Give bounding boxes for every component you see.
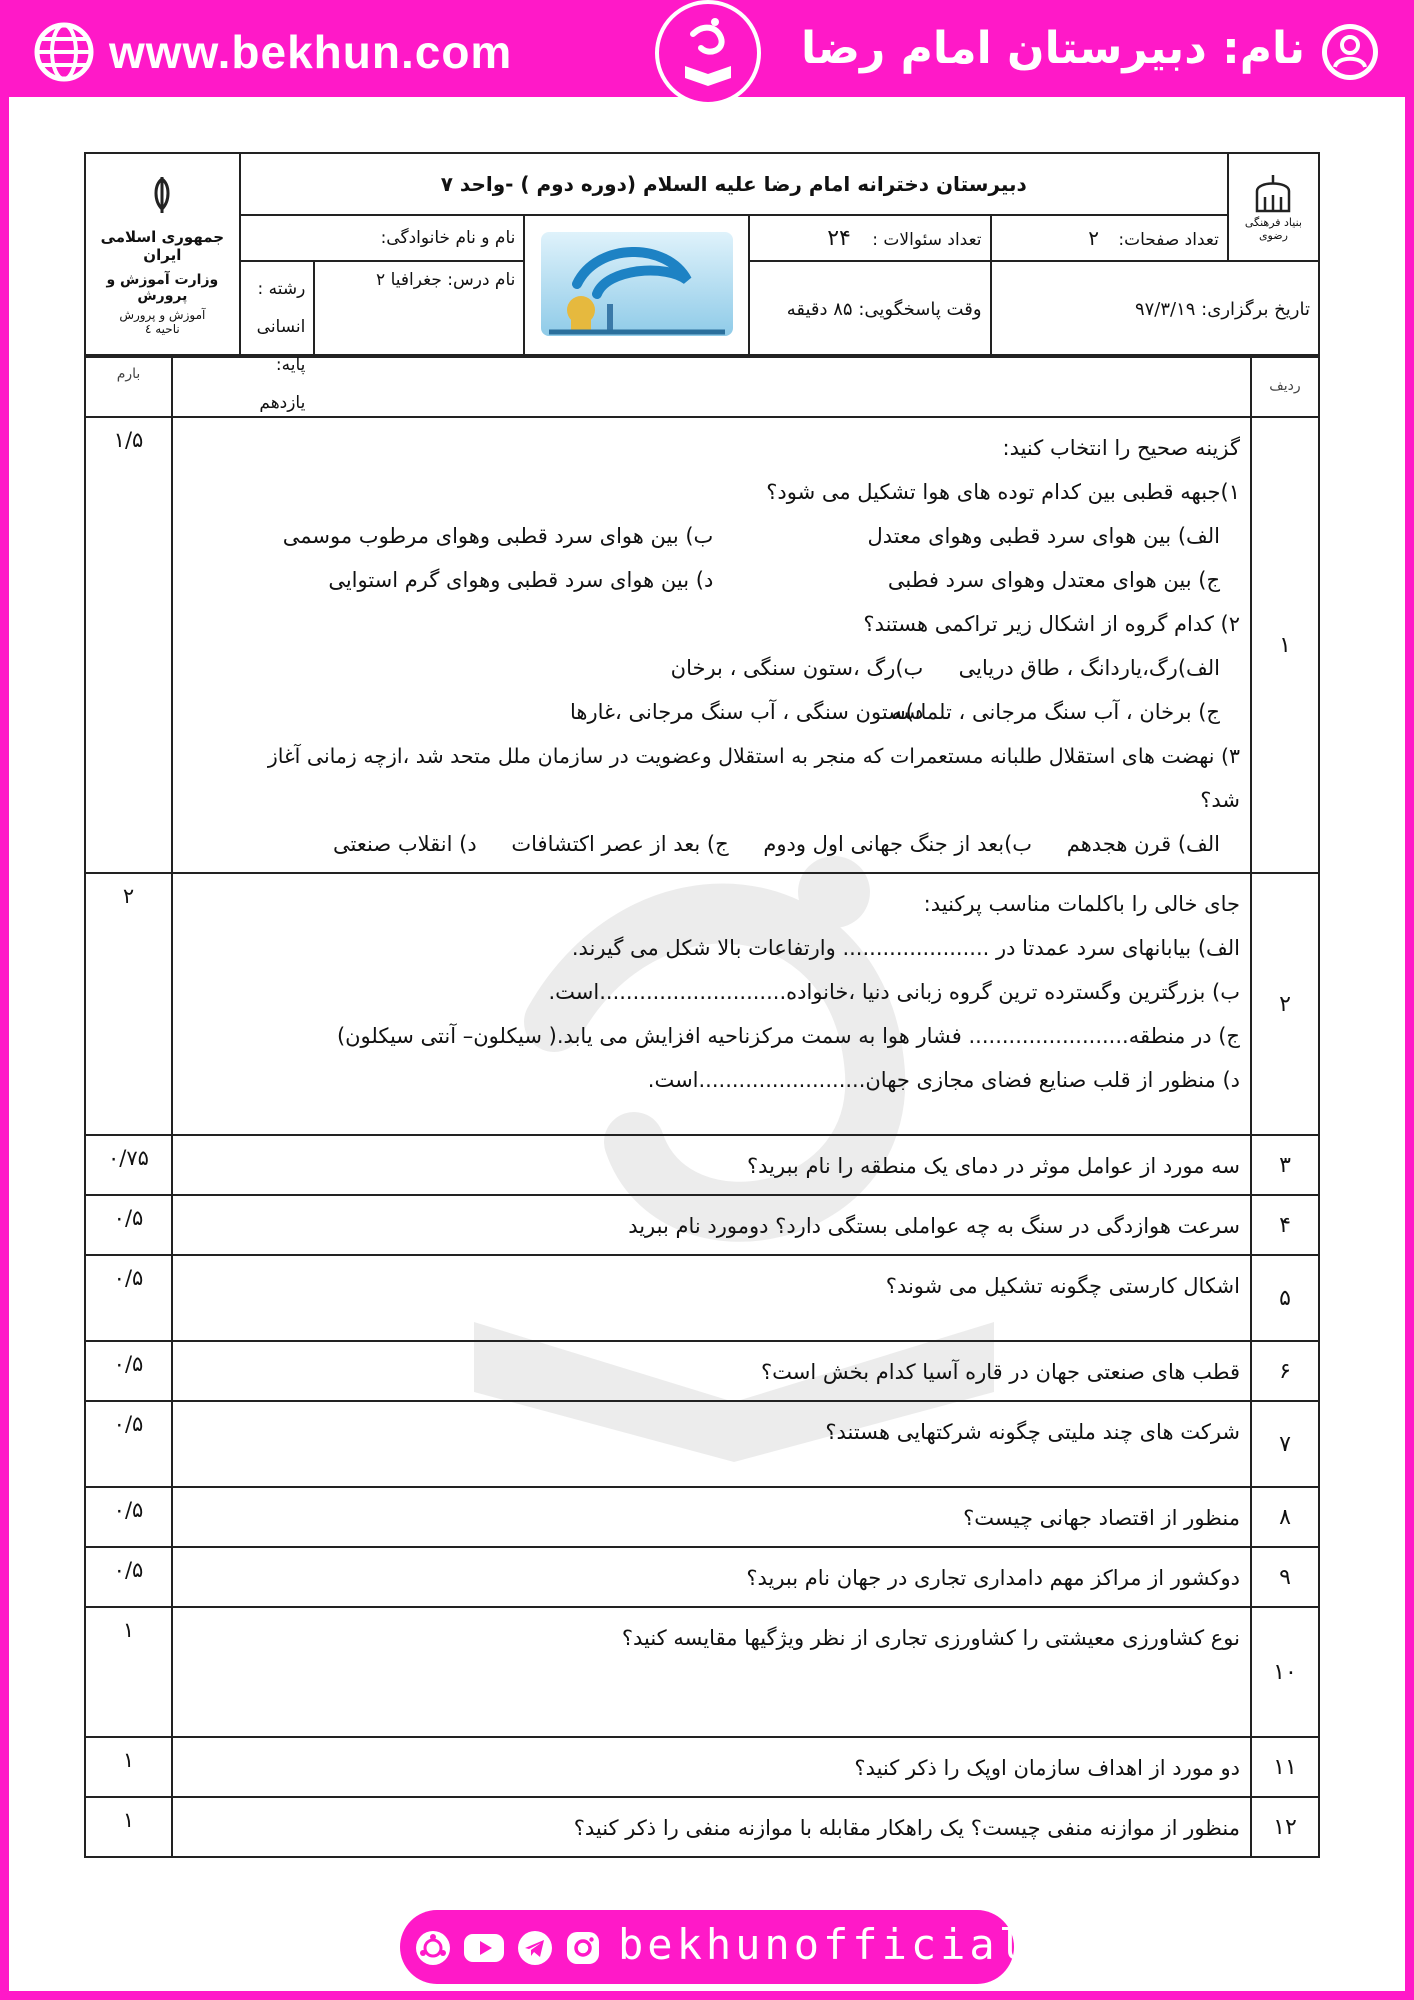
decorative-image: [524, 215, 749, 357]
question-row-12: ۱۲ منظور از موازنه منفی چیست؟ یک راهکار مقابله با موازنه منفی را ذکر کنید؟ ۱: [85, 1797, 1319, 1857]
social-footer: [400, 1910, 1029, 1984]
choice-a[interactable]: الف)رگ،یاردانگ ، طاق دریایی: [958, 656, 1220, 680]
question-11-text: دو مورد از اهداف سازمان اوپک را ذکر کنید؟: [172, 1737, 1251, 1797]
question-row-8: ۸ منظور از اقتصاد جهانی چیست؟ ۰/۵: [85, 1487, 1319, 1547]
district-line-1: آموزش و پرورش: [119, 307, 206, 322]
social-handle[interactable]: bekhunofficial: [618, 1920, 1029, 1969]
question-row-11: ۱۱ دو مورد از اهداف سازمان اوپک را ذکر کنید؟ ۱: [85, 1737, 1319, 1797]
question-6-text: قطب های صنعتی جهان در قاره آسیا کدام بخش است؟: [172, 1341, 1251, 1401]
bekhun-logo: [655, 0, 761, 106]
field-of-study: رشته : انسانی: [256, 279, 306, 337]
choice-d[interactable]: د) انقلاب صنعتی: [333, 832, 477, 856]
course-info-cell: [240, 261, 525, 413]
choice-a[interactable]: الف) قرن هجدهم: [1066, 832, 1220, 856]
question-1-body: گزینه صحیح را انتخاب کنید: ۱)جبهه قطبی بین کدام توده های هوا تشکیل می شود؟ الف) بین هوای سرد قطبی وهوای معتدل ب) بین هوای سرد قطبی وهوای مرطوب موسمی ج) بین هوای معتدل وهوای سرد فطبی د) بین هوای سرد قطبی وهوای گرم استوایی ۲) کدام گروه از اشکال زیر تراکمی هستند؟ الف)رگ،یاردانگ ، طاق دریایی ب)رگ ،ستون سنگی ، برخان ج) برخان ، آب سنگ مرجانی ، تلماسه د)ستون سنگی ، آب سنگ مرجانی ،غارها ۳) نهضت های استقلال طلبانه مستعمرات که منجر به استقلال وعضویت در سازمان ملل متحد شد ،ازچه زمانی آغاز شد؟ الف) قرن هجدهم ب)بعد از جنگ جهانی اول ودوم ج) بعد از عصر اکتشافات د) انقلاب صنعتی: [172, 417, 1251, 873]
ministry-cell: [85, 153, 240, 357]
ministry-name: وزارت آموزش و پرورش: [106, 271, 219, 304]
question-row-2: ۲ جای خالی را باکلمات مناسب پرکنید: الف) بیابانهای سرد عمدتا در ...................... وارتفاعات بالا شکل می گیرند. ب) بزرگترین وگسترده ترین گروه زبانی دنیا ،خانواده............................است. ج) در منطقه........................ فشار هوا به سمت مرکزناحیه افزایش می یابد.( سیکلون– آنتی سیکلون) د) منظور از قلب صنایع فضای مجازی جهان.........................است. ۲: [85, 873, 1319, 1135]
student-name-banner: [801, 23, 1305, 74]
course-name: نام درس: جغرافیا ۲: [313, 262, 523, 356]
choice-b[interactable]: ب)بعد از جنگ جهانی اول ودوم: [763, 832, 1033, 856]
question-9-text: دوکشور از مراکز مهم دامداری تجاری در جهان نام ببرید؟: [172, 1547, 1251, 1607]
user-icon: [1319, 21, 1381, 83]
choice-c[interactable]: ج) بعد از عصر اکتشافات: [511, 832, 729, 856]
question-row-10: ۱۰ نوع کشاورزی معیشتی را کشاورزی تجاری از نظر ویژگیها مقایسه کنید؟ ۱: [85, 1607, 1319, 1737]
question-12-text: منظور از موازنه منفی چیست؟ یک راهکار مقابله با موازنه منفی را ذکر کنید؟: [172, 1797, 1251, 1857]
exam-date-cell: تاریخ برگزاری: ۹۷/۳/۱۹: [991, 261, 1319, 357]
rubika-icon[interactable]: [414, 1929, 452, 1967]
choice-b[interactable]: ب) بین هوای سرد قطبی وهوای مرطوب موسمی: [282, 524, 714, 548]
book-icon: [659, 4, 757, 102]
question-5-text: اشکال کارستی چگونه تشکیل می شوند؟: [172, 1255, 1251, 1341]
table-header-row: [85, 355, 1319, 417]
row-column-header: ردیف: [1251, 355, 1319, 417]
duration-cell: وقت پاسخگویی: ۸۵ دقیقه: [749, 261, 991, 357]
choice-d[interactable]: د) بین هوای سرد قطبی وهوای گرم استوایی: [328, 568, 714, 592]
instagram-icon[interactable]: [564, 1929, 602, 1967]
question-row-7: ۷ شرکت های چند ملیتی چگونه شرکتهایی هستند؟ ۰/۵: [85, 1401, 1319, 1487]
question-row-1: ۱ گزینه صحیح را انتخاب کنید: ۱)جبهه قطبی بین کدام توده های هوا تشکیل می شود؟ الف) بین هوای سرد قطبی وهوای معتدل ب) بین هوای سرد قطبی وهوای مرطوب موسمی ج) بین هوای معتدل وهوای سرد فطبی د) بین هوای سرد قطبی وهوای گرم استوایی ۲) کدام گروه از اشکال زیر تراکمی هستند؟ الف)رگ،یاردانگ ، طاق دریایی ب)رگ ،ستون سنگی ، برخان ج) برخان ، آب سنگ مرجانی ، تلماسه د)ستون سنگی ، آب سنگ مرجانی ،غارها ۳) نهضت های استقلال طلبانه مستعمرات که منجر به استقلال وعضویت در سازمان ملل متحد شد ،ازچه زمانی آغاز شد؟ الف) قرن هجدهم ب)بعد از جنگ جهانی اول ودوم ج) بعد از عصر اکتشافات د) انقلاب صنعتی ۱/۵: [85, 417, 1319, 873]
choice-c[interactable]: ج) بین هوای معتدل وهوای سرد فطبی: [887, 568, 1220, 592]
choice-a[interactable]: الف) بین هوای سرد قطبی وهوای معتدل: [867, 524, 1220, 548]
question-row-3: ۳ سه مورد از عوامل موثر در دمای یک منطقه را نام ببرید؟ ۰/۷۵: [85, 1135, 1319, 1195]
telegram-icon[interactable]: [516, 1929, 554, 1967]
page-count-cell: تعداد صفحات: ۲: [991, 215, 1228, 261]
school-title: دبیرستان امام رضا: [800, 23, 1207, 74]
question-2-body: جای خالی را باکلمات مناسب پرکنید: الف) بیابانهای سرد عمدتا در ...................... وارتفاعات بالا شکل می گیرند. ب) بزرگترین وگسترده ترین گروه زبانی دنیا ،خانواده............................است. ج) در منطقه........................ فشار هوا به سمت مرکزناحیه افزایش می یابد.( سیکلون– آنتی سیکلون) د) منظور از قلب صنایع فضای مجازی جهان.........................است.: [172, 873, 1251, 1135]
district-line-2: ناحیه ٤: [144, 321, 180, 336]
emblem-icon: [144, 175, 180, 215]
questions-table: [84, 354, 1320, 1858]
choice-c[interactable]: ج) برخان ، آب سنگ مرجانی ، تلماسه: [891, 700, 1220, 724]
choice-b[interactable]: ب)رگ ،ستون سنگی ، برخان: [670, 656, 924, 680]
youtube-icon[interactable]: [462, 1929, 506, 1967]
student-name-field[interactable]: نام و نام خانوادگی:: [240, 215, 525, 261]
question-row-6: ۶ قطب های صنعتی جهان در قاره آسیا کدام بخش است؟ ۰/۵: [85, 1341, 1319, 1401]
score-column-header: بارم: [85, 355, 172, 417]
question-count-cell: تعداد سئوالات : ۲۴: [749, 215, 991, 261]
question-7-text: شرکت های چند ملیتی چگونه شرکتهایی هستند؟: [172, 1401, 1251, 1487]
question-3-text: سه مورد از عوامل موثر در دمای یک منطقه را نام ببرید؟: [172, 1135, 1251, 1195]
exam-sheet: [84, 152, 1320, 1860]
foundation-cell: [1228, 153, 1319, 261]
question-10-text: نوع کشاورزی معیشتی را کشاورزی تجاری از نظر ویژگیها مقایسه کنید؟: [172, 1607, 1251, 1737]
question-row-9: ۹ دوکشور از مراکز مهم دامداری تجاری در جهان نام ببرید؟ ۰/۵: [85, 1547, 1319, 1607]
globe-icon: [33, 21, 95, 83]
foundation-name: بنیاد فرهنگی رضوی: [1244, 215, 1302, 242]
shrine-illustration: [537, 224, 737, 344]
choice-d[interactable]: د)ستون سنگی ، آب سنگ مرجانی ،غارها: [570, 700, 924, 724]
exam-title: دبیرستان دخترانه امام رضا علیه السلام (دوره دوم ) -واحد ۷: [240, 153, 1228, 215]
website-link[interactable]: www.bekhun.com: [109, 26, 513, 78]
country-name: جمهوری اسلامی ایران: [100, 227, 225, 264]
question-4-text: سرعت هوازدگی در سنگ به چه عواملی بستگی دارد؟ دومورد نام ببرید: [172, 1195, 1251, 1255]
name-label: نام:: [1222, 23, 1305, 74]
question-8-text: منظور از اقتصاد جهانی چیست؟: [172, 1487, 1251, 1547]
shrine-icon: [1251, 173, 1295, 213]
question-row-5: ۵ اشکال کارستی چگونه تشکیل می شوند؟ ۰/۵: [85, 1255, 1319, 1341]
question-row-4: ۴ سرعت هوازدگی در سنگ به چه عواملی بستگی دارد؟ دومورد نام ببرید ۰/۵: [85, 1195, 1319, 1255]
grade-level: پایه: یازدهم: [259, 355, 306, 413]
